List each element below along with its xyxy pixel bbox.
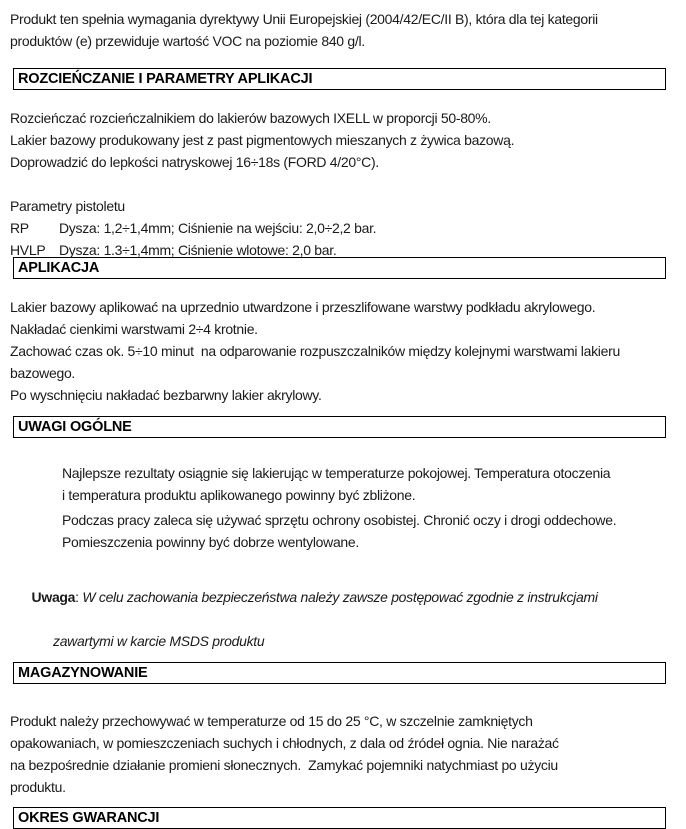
section-header-general-notes (13, 416, 666, 438)
storage-line-1: Produkt należy przechowywać w temperaturze od 15 do 25 °C, w szczelnie zamkniętych (10, 713, 533, 729)
section-title-application: APLIKACJA (18, 260, 100, 276)
application-line-5: Po wyschnięciu nakładać bezbarwny lakier akrylowy. (10, 387, 322, 403)
application-line-1: Lakier bazowy aplikować na uprzednio utwardzone i przeszlifowane warstwy podkładu akrylowego. (10, 299, 596, 315)
intro-line-1: Produkt ten spełnia wymagania dyrektywy Unii Europejskiej (2004/42/EC/II B), która dla tej kategorii (10, 11, 598, 27)
storage-line-3: na bezpośrednie działanie promieni słonecznych. Zamykać pojemniki natychmiast po użyciu (10, 757, 558, 773)
safety-note (10, 564, 666, 652)
gun-row-hvlp-value: Dysza: 1.3÷1,4mm; Ciśnienie wlotowe: 2,0 bar. (59, 242, 337, 258)
storage-line-2: opakowaniach, w pomieszczeniach suchych i chłodnych, z dala od źródeł ognia. Nie narażać (10, 735, 559, 751)
general-notes-paragraph-1 (62, 462, 666, 506)
dilution-line-2: Lakier bazowy produkowany jest z past pigmentowych mieszanych z żywica bazową. (10, 132, 515, 148)
notes-p1-line-1: Najlepsze rezultaty osiągnie się lakierując w temperaturze pokojowej. Temperatura otoczenia (62, 465, 611, 481)
section-header-storage (13, 662, 666, 684)
general-notes-paragraph-2 (62, 509, 666, 531)
application-paragraph (10, 296, 666, 406)
section-title-warranty: OKRES GWARANCJI (18, 810, 160, 826)
section-header-dilution (13, 68, 666, 90)
storage-paragraph (10, 710, 666, 798)
dilution-line-3: Doprowadzić do lepkości natryskowej 16÷18s (FORD 4/20°C). (10, 154, 379, 170)
safety-note-line-1 (10, 564, 666, 630)
notes-p2-line-1: Podczas pracy zaleca się używać sprzętu ochrony osobistej. Chronić oczy i drogi oddechowe. (62, 512, 617, 528)
safety-note-text-2: zawartymi w karcie MSDS produktu (53, 633, 265, 649)
notes-p3-line-1: Pomieszczenia powinny być dobrze wentylowane. (62, 534, 359, 550)
section-header-warranty (13, 807, 666, 829)
application-line-3: Zachować czas ok. 5÷10 minut na odparowanie rozpuszczalników między kolejnymi warstwami lakieru (10, 343, 620, 359)
section-title-dilution: ROZCIEŃCZANIE I PARAMETRY APLIKACJI (18, 71, 313, 87)
section-title-storage: MAGAZYNOWANIE (18, 665, 148, 681)
gun-row-rp-value: Dysza: 1,2÷1,4mm; Ciśnienie na wejściu: 2,0÷2,2 bar. (59, 220, 377, 236)
gun-row-hvlp-label: HVLP (10, 242, 46, 258)
gun-parameters-heading: Parametry pistoletu (10, 198, 125, 214)
gun-parameters-block (10, 195, 666, 261)
intro-paragraph (10, 8, 666, 52)
dilution-paragraph (10, 107, 666, 173)
application-line-4: bazowego. (10, 365, 76, 381)
section-title-general-notes: UWAGI OGÓLNE (18, 419, 132, 435)
safety-note-text-1: W celu zachowania bezpieczeństwa należy zawsze postępować zgodnie z instrukcjami (82, 589, 598, 605)
gun-row-rp-label: RP (10, 220, 29, 236)
gun-row-rp (10, 217, 666, 239)
general-notes-block (10, 462, 666, 553)
safety-note-separator: : (75, 589, 83, 605)
notes-p1-line-2: i temperatura produktu aplikowanego powinny być zbliżone. (62, 487, 416, 503)
general-notes-paragraph-3 (62, 531, 666, 553)
safety-note-label: Uwaga (31, 589, 76, 605)
intro-line-2: produktów (e) przewiduje wartość VOC na poziomie 840 g/l. (10, 33, 365, 49)
dilution-line-1: Rozcieńczać rozcieńczalnikiem do lakierów bazowych IXELL w proporcji 50-80%. (10, 110, 491, 126)
storage-line-4: produktu. (10, 779, 66, 795)
application-line-2: Nakładać cienkimi warstwami 2÷4 krotnie. (10, 321, 258, 337)
